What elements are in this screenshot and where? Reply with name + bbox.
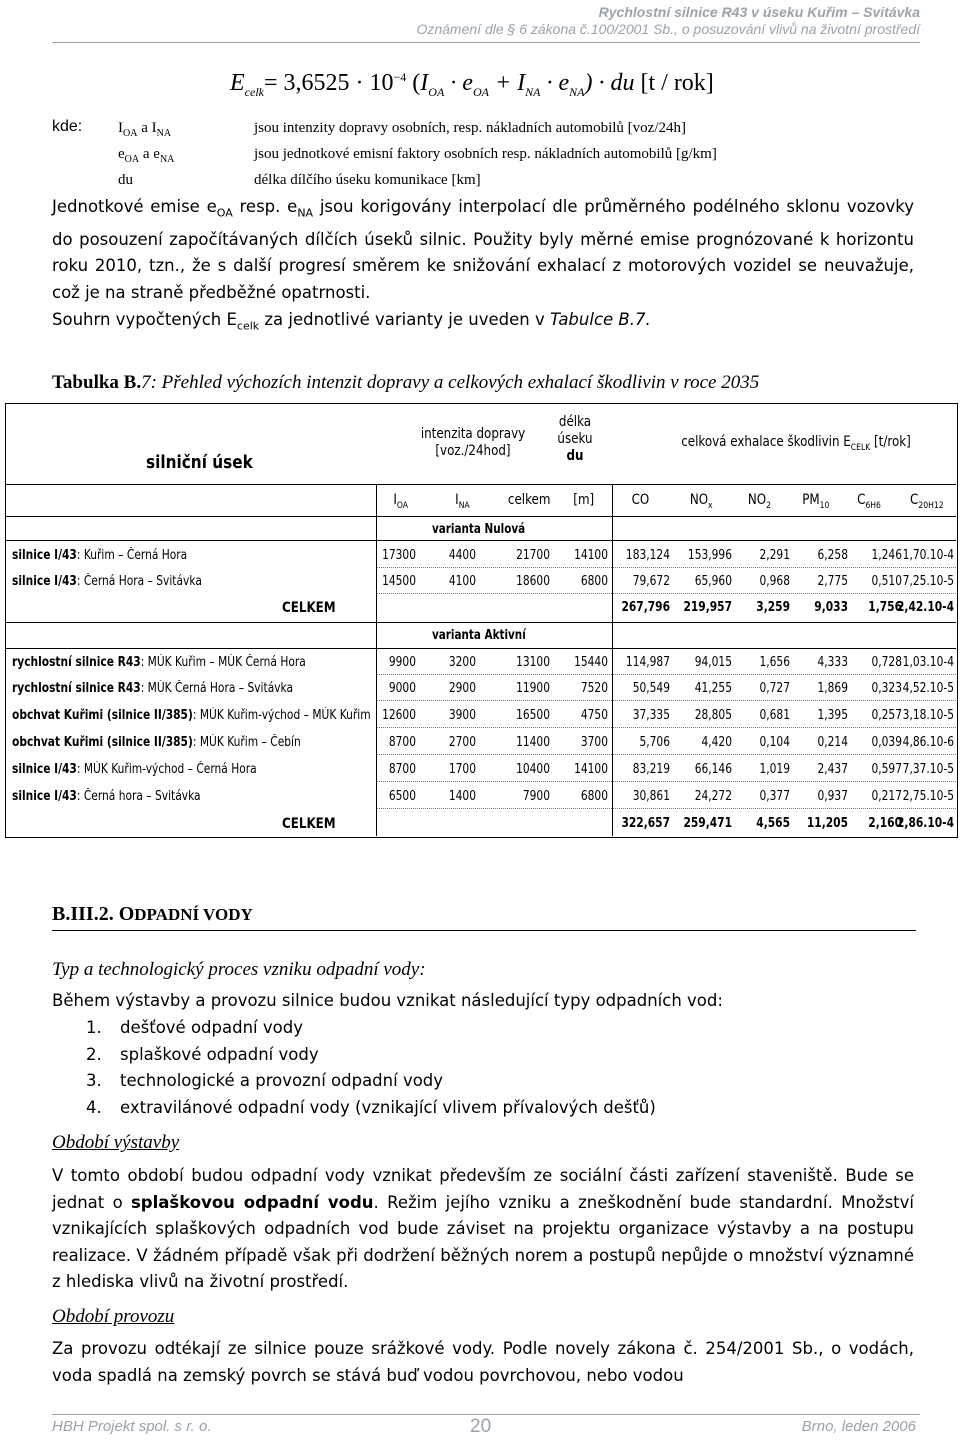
table-cell: 3900 (448, 708, 476, 723)
emission-formula: $E_{celk}= 3,6525 \cdot 10^{-4}$ $(I_{OA} \cdot e_{OA} + I_{NA} \cdot e_{NA})$ · du [t / rok] (230, 70, 714, 99)
column-header: [m] (573, 492, 595, 508)
table-caption: Tabulka B.7: Přehled výchozích intenzit dopravy a celkových exhalací škodlivin v roce 2035 (52, 372, 760, 393)
table-cell: 1,70.10-4 (902, 548, 954, 563)
table-cell: 7,25.10-5 (902, 574, 954, 589)
table-cell: 0,728 (871, 655, 902, 670)
list-item: 1. dešťové odpadní vody (86, 1018, 303, 1037)
section-rule (52, 930, 916, 931)
table-cell: 7,37.10-5 (902, 762, 954, 777)
table-cell: 6800 (580, 789, 608, 804)
table-cell: 6800 (580, 574, 608, 589)
table-total-cell: 4,565 (756, 816, 790, 831)
table-cell: 1,03.10-4 (902, 655, 954, 670)
table-cell: 14100 (574, 548, 608, 563)
table-cell: 41,255 (694, 681, 732, 696)
table-cell: 14500 (382, 574, 416, 589)
table-cell: 4750 (580, 708, 608, 723)
table-cell: 2,437 (817, 762, 848, 777)
header-rule (52, 42, 920, 43)
grid-line (6, 540, 956, 541)
table-cell: 8700 (388, 735, 416, 750)
column-header: CO (631, 492, 650, 508)
grid-line (376, 781, 956, 782)
table-cell: 1,869 (817, 681, 848, 696)
table-cell: 0,217 (871, 789, 902, 804)
table-cell: 7520 (580, 681, 608, 696)
grid-line (6, 484, 956, 485)
table-cell: 1400 (448, 789, 476, 804)
table-row-name: silnice I/43: Černá hora – Svitávka (12, 789, 201, 804)
table-cell: 0,104 (759, 735, 790, 750)
intro-text: Během výstavby a provozu silnice budou vznikat následující typy odpadních vod: (52, 991, 723, 1010)
grid-line (376, 754, 956, 755)
table-cell: 24,272 (694, 789, 732, 804)
table-cell: 4,52.10-5 (902, 681, 954, 696)
table-cell: 83,219 (632, 762, 670, 777)
table-cell: 12600 (382, 708, 416, 723)
table-cell: 9900 (388, 655, 416, 670)
table-cell: 0,968 (759, 574, 790, 589)
grid-line (376, 727, 956, 728)
table-total-cell: 2,86.10-4 (896, 816, 954, 831)
table-row-name: obchvat Kuřimi (silnice II/385): MÚK Kuřim-východ – MÚK Kuřim (12, 708, 371, 723)
head-length: délka úseku du (557, 414, 593, 464)
column-header: $PM_{10}$ (802, 492, 830, 511)
definitions-list (118, 118, 717, 196)
table-cell: 4,86.10-6 (902, 735, 954, 750)
table-total-cell: 11,205 (806, 816, 848, 831)
table-cell: 1,019 (759, 762, 790, 777)
table-total-cell: 9,033 (814, 600, 848, 615)
table-cell: 0,937 (817, 789, 848, 804)
table-cell: 0,214 (817, 735, 848, 750)
table-total-cell: 2,42.10-4 (896, 600, 954, 615)
table-total-cell: 259,471 (683, 816, 732, 831)
page-header (416, 4, 920, 38)
grid-line (612, 484, 613, 836)
wastewater-list (86, 1015, 656, 1121)
table-cell: 2,291 (759, 548, 790, 563)
grid-line (376, 567, 956, 568)
table-cell: 9000 (388, 681, 416, 696)
table-total-cell: 267,796 (621, 600, 670, 615)
section-title: B.III.2. ODPADNÍ VODY (52, 903, 253, 925)
grid-line (376, 484, 377, 836)
table-cell: 7900 (522, 789, 550, 804)
table-cell: 1,246 (871, 548, 902, 563)
grid-line (376, 700, 956, 701)
table-cell: 5,706 (639, 735, 670, 750)
column-header: $I_{OA}$ (393, 492, 408, 511)
table-cell: 11900 (516, 681, 550, 696)
table-cell: 13100 (516, 655, 550, 670)
list-item: 2. splaškové odpadní vody (86, 1044, 319, 1064)
table-cell: 6500 (388, 789, 416, 804)
table-cell: 4100 (448, 574, 476, 589)
table-cell: 1,395 (817, 708, 848, 723)
head-exhal: celková exhalace škodlivin $E_{CELK}$ [t/rok] (681, 434, 911, 453)
table-cell: 11400 (516, 735, 550, 750)
table-cell: 153,996 (687, 548, 732, 563)
table-cell: 183,124 (625, 548, 670, 563)
table-cell: 4,333 (817, 655, 848, 670)
list-item: 3. technologické a provozní odpadní vody (86, 1071, 444, 1090)
head-intensity: intenzita dopravy [voz./24hod] (420, 426, 526, 459)
table-total-cell: 3,259 (756, 600, 790, 615)
table-cell: 37,335 (632, 708, 670, 723)
table-cell: 1700 (448, 762, 476, 777)
table-cell: 0,681 (759, 708, 790, 723)
table-cell: 6,258 (817, 548, 848, 563)
subheading-construction: Období výstavby (52, 1132, 180, 1153)
footer-rule (52, 1414, 920, 1415)
table-total-cell: 322,657 (621, 816, 670, 831)
variant-active-label: varianta Aktivní (432, 628, 526, 643)
table-row-name: silnice I/43: Kuřim – Černá Hora (12, 548, 188, 563)
table-cell: 2900 (448, 681, 476, 696)
table-cell: 50,549 (632, 681, 670, 696)
header-subtitle: Oznámení dle § 6 zákona č.100/2001 Sb., o posuzování vlivů na životní prostředí (416, 21, 920, 37)
table-cell: 0,727 (759, 681, 790, 696)
variant-null-label: varianta Nulová (432, 522, 526, 537)
table-cell: 66,146 (694, 762, 732, 777)
table-row-name: rychlostní silnice R43: MÚK Černá Hora – Svitávka (12, 681, 294, 696)
grid-line (6, 622, 956, 623)
table-cell: 65,960 (694, 574, 732, 589)
footer-date: Brno, leden 2006 (801, 1418, 916, 1435)
table-cell: 3,18.10-5 (902, 708, 954, 723)
table-cell: 94,015 (694, 655, 732, 670)
table-cell: 2,75.10-5 (902, 789, 954, 804)
grid-line (376, 593, 956, 594)
column-header: $I_{NA}$ (455, 492, 470, 511)
where-label: kde: (52, 118, 83, 135)
table-cell: 0,597 (871, 762, 902, 777)
table-cell: 18600 (516, 574, 550, 589)
table-cell: 28,805 (694, 708, 732, 723)
table-cell: 3200 (448, 655, 476, 670)
paragraph-emissions: Jednotkové emise $e_{OA}$ resp. $e_{NA}$ jsou korigovány interpolací dle průměrného podélného sklonu vozovky do posouzení započítávaných dílčích úseků silnic. Použity byly měrné emise prognózované k horizontu roku 2010, tzn., že s další progresí směrem ke snižování exhalací z motorových vozidel se neuvažuje, což je na straně předběžné opatrnosti. (52, 197, 914, 302)
emissions-table (5, 403, 958, 838)
table-cell: 15440 (574, 655, 608, 670)
table-row-name: obchvat Kuřimi (silnice II/385): MÚK Kuřim – Čebín (12, 735, 301, 750)
table-cell: 0,039 (871, 735, 902, 750)
page-number: 20 (470, 1416, 492, 1437)
column-header: $C_{6H6}$ (857, 492, 881, 511)
table-reference: Tabulce B.7. (549, 310, 651, 329)
table-cell: 0,377 (759, 789, 790, 804)
table-cell: 14100 (574, 762, 608, 777)
table-cell: 16500 (516, 708, 550, 723)
header-title: Rychlostní silnice R43 v úseku Kuřim – Svitávka (598, 4, 920, 20)
table-total-cell: 2,160 (868, 816, 902, 831)
grid-line (376, 674, 956, 675)
definition-row: du délka dílčího úseku komunikace [km] (118, 172, 481, 188)
table-cell: 1,656 (759, 655, 790, 670)
column-header: $NO_2$ (747, 492, 772, 511)
table-row-name: silnice I/43: Černá Hora – Svitávka (12, 574, 202, 589)
definition-row: $e_{OA}$ a $e_{NA}$ jsou jednotkové emisní faktory osobních resp. nákladních automobilů [g/km] (118, 146, 717, 165)
column-header: $NO_x$ (689, 492, 713, 511)
table-cell: 3700 (580, 735, 608, 750)
table-total-cell: 1,756 (868, 600, 902, 615)
table-cell: 2,775 (817, 574, 848, 589)
table-cell: 79,672 (632, 574, 670, 589)
table-row-name: silnice I/43: MÚK Kuřim-východ – Černá Hora (12, 762, 257, 777)
table-total-label: CELKEM (282, 600, 336, 616)
table-cell: 21700 (516, 548, 550, 563)
table-cell: 2700 (448, 735, 476, 750)
grid-line (6, 516, 956, 517)
grid-line (376, 808, 956, 809)
table-cell: 0,510 (871, 574, 902, 589)
table-cell: 30,861 (632, 789, 670, 804)
head-section: silniční úsek (146, 452, 253, 473)
table-cell: 8700 (388, 762, 416, 777)
footer-company: HBH Projekt spol. s r. o. (52, 1418, 212, 1435)
paragraph-construction: V tomto období budou odpadní vody vznikat především ze sociální části zařízení staveniště. Bude se jednat o splaškovou odpadní vodu. Režim jejího vzniku a zneškodnění bude standardní. Množství vznikajících splaškových odpadních vod bude záviset na projektu organizace výstavby a na postupu realizace. V žádném případě však při dodržení běžných norem a postupů nepůjde o množství významné z hlediska vlivů na životní prostředí. (52, 1166, 914, 1291)
table-cell: 0,323 (871, 681, 902, 696)
column-header: celkem (507, 492, 551, 508)
definition-row: $I_{OA}$ a $I_{NA}$ jsou intenzity dopravy osobních, resp. nákladních automobilů [voz/24h] (118, 120, 686, 139)
list-item: 4. extravilánové odpadní vody (vznikající vlivem přívalových dešťů) (86, 1097, 656, 1117)
table-cell: 17300 (382, 548, 416, 563)
paragraph-operation: Za provozu odtékají ze silnice pouze srážkové vody. Podle novely zákona č. 254/2001 Sb., o vodách, voda spadlá na zemský povrch se stává buď vodou povrchovou, nebo vodou (52, 1339, 914, 1385)
subheading-operation: Období provozu (52, 1306, 175, 1327)
column-header: $C_{20H12}$ (910, 492, 944, 511)
subheading-types: Typ a technologický proces vzniku odpadní vody: (52, 959, 426, 980)
grid-line (6, 648, 956, 649)
table-cell: 4400 (448, 548, 476, 563)
table-row-name: rychlostní silnice R43: MÚK Kuřim – MÚK Černá Hora (12, 655, 306, 670)
table-cell: 10400 (516, 762, 550, 777)
table-cell: 0,257 (871, 708, 902, 723)
table-total-label: CELKEM (282, 816, 336, 832)
table-total-cell: 219,957 (683, 600, 732, 615)
table-cell: 4,420 (701, 735, 732, 750)
table-cell: 114,987 (625, 655, 670, 670)
paragraph-summary: Souhrn vypočtených $E_{celk}$ za jednotlivé varianty je uveden v Tabulce B.7. (52, 310, 651, 333)
